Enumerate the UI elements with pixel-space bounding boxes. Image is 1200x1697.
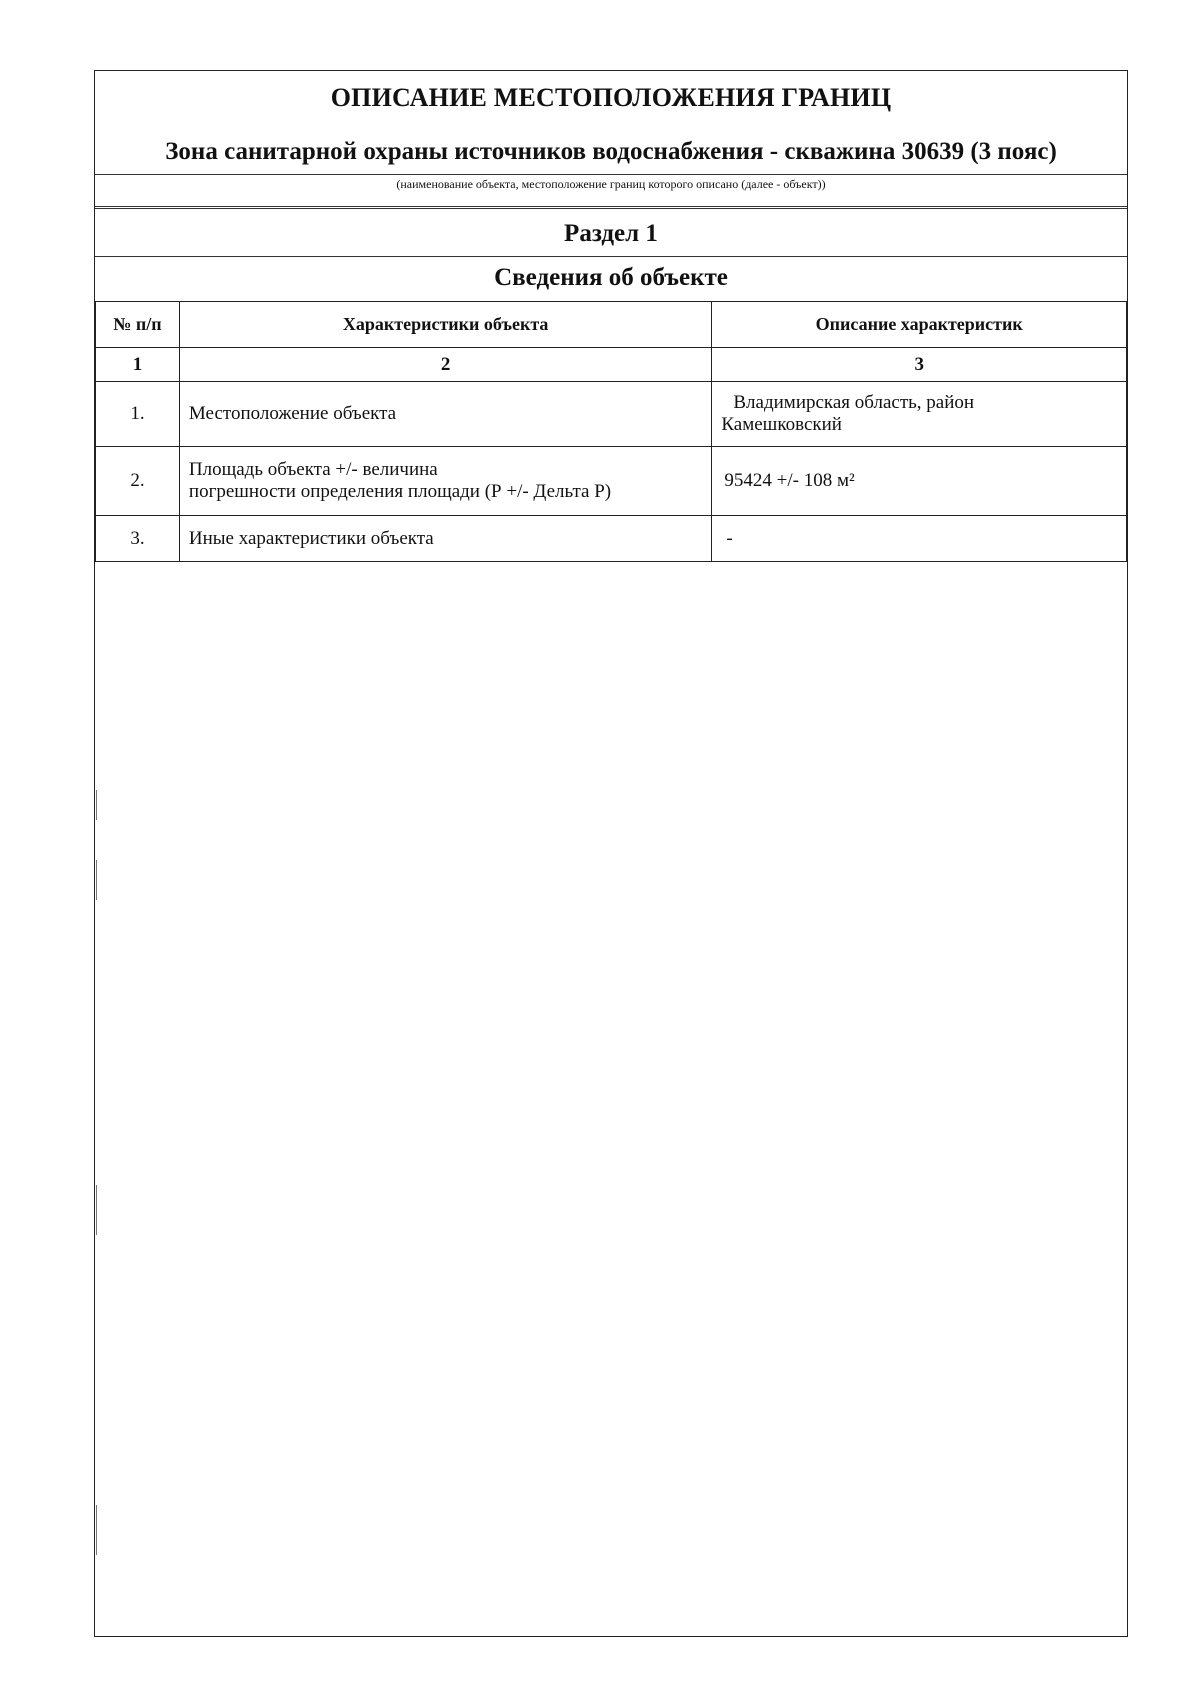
row-characteristic <box>179 447 711 516</box>
scan-artifact <box>96 860 97 900</box>
header-num: № п/п <box>96 302 180 348</box>
header-characteristic: Характеристики объекта <box>179 302 711 348</box>
column-number-2: 2 <box>179 348 711 382</box>
object-caption: (наименование объекта, местоположение границ которого описано (далее - объект)) <box>396 177 826 191</box>
table-row <box>96 447 1127 516</box>
table-header-row <box>96 302 1127 348</box>
row-description: - <box>712 516 1127 562</box>
row-characteristic-line: погрешности определения площади (Р +/- Дельта Р) <box>188 481 612 502</box>
row-characteristic: Иные характеристики объекта <box>179 516 711 562</box>
table-row <box>96 382 1127 447</box>
document-title: ОПИСАНИЕ МЕСТОПОЛОЖЕНИЯ ГРАНИЦ <box>330 83 892 112</box>
scan-artifact <box>96 790 97 820</box>
scan-artifact <box>96 1505 97 1555</box>
row-description-line: Камешковский <box>721 414 842 435</box>
row-characteristic: Местоположение объекта <box>179 382 711 447</box>
section-label: Раздел 1 <box>564 220 658 247</box>
table-column-numbers-row <box>96 348 1127 382</box>
column-number-3: 3 <box>712 348 1127 382</box>
row-characteristic-line: Площадь объекта +/- величина <box>188 459 438 480</box>
header-description: Описание характеристик <box>712 302 1127 348</box>
caption-divider <box>95 206 1127 207</box>
scan-artifact <box>96 1185 97 1235</box>
row-description-line: Владимирская область, район <box>733 392 975 413</box>
row-description <box>712 382 1127 447</box>
document-frame <box>94 70 1128 1637</box>
object-name-underline <box>95 174 1127 175</box>
row-description: 95424 +/- 108 м² <box>712 447 1127 516</box>
column-number-1: 1 <box>96 348 180 382</box>
object-name: Зона санитарной охраны источников водоснабжения - скважина 30639 (3 пояс) <box>165 138 1057 165</box>
caption-divider-2 <box>95 208 1127 209</box>
row-number: 3. <box>96 516 180 562</box>
row-number: 2. <box>96 447 180 516</box>
section-divider <box>95 256 1127 257</box>
section-title: Сведения об объекте <box>494 264 728 291</box>
table-row <box>96 516 1127 562</box>
object-info-table <box>95 301 1127 562</box>
row-number: 1. <box>96 382 180 447</box>
